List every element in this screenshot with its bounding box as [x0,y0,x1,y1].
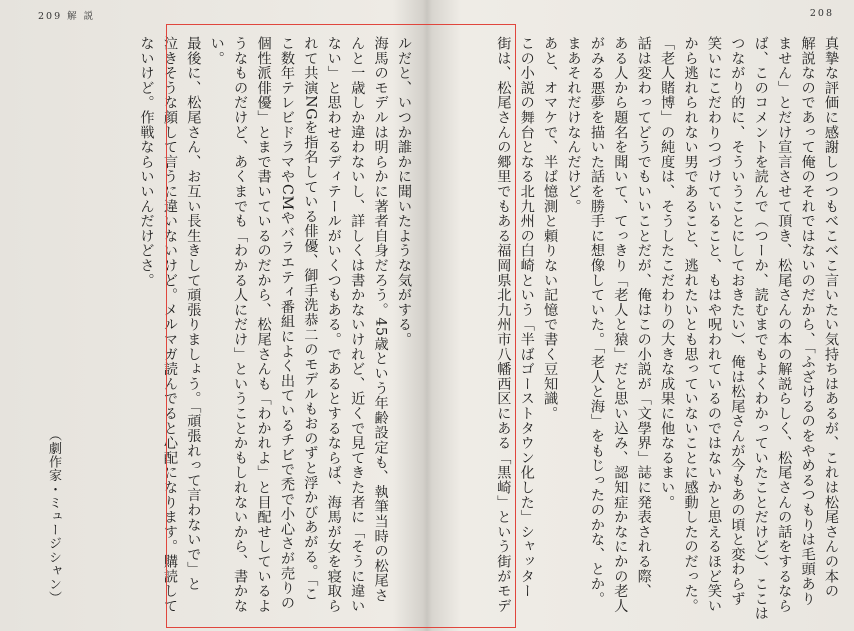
left-page-text [134,36,415,626]
text-line: ルだと、いつか誰かに聞いたような気がする。 [396,36,412,347]
left-page [0,0,425,631]
text-line: こ数年テレビドラマやCMやバラエティ番組によく出ているチビで禿で小心さが売りの [278,36,295,611]
text-line: ない」と思わせるディテールがいくつもある。であるとするならば、海馬が女を寝取ら [325,36,342,614]
right-page-text [491,36,842,626]
text-line: 街は、松尾さんの郷里でもある福岡県北九州市八幡西区にある「黒崎」という街がモデ [495,36,512,614]
author-signature: （劇作家・ミュージシャン） [46,428,61,605]
text-line: 話は変わってどうでもいいことだが、俺はこの小説が「文學界」誌に発表される際、 [635,36,652,599]
text-line: つながり的に、そういうことにしておきたい）、俺は松尾さんが今もあの頃と変わらず [729,36,746,607]
text-line: がみる悪夢を描いた話を勝手に想像していた。「老人と海」をもじったのかな、とか。 [588,36,605,607]
text-line: 解説なのであって俺のそれではないのだから、「ふざけるのをやめるつもりは毛頭あり [799,36,816,607]
text-line: 真摯な評価に感謝しつつもべこべこ言いたい気持ちはあるが、これは松尾さんの本の [823,36,839,599]
text-line: あと、オマケで、半ば憶測と頼りない記憶で書く豆知識。 [542,36,559,421]
text-line: ません」とだけ宣言させて頂き、松尾さんの本の解説らしく、松尾さんの話をするなら [776,36,793,614]
text-line: んと一歳しか違わないし、詳しくは書かないけれど、近くで見てきた者に「そうに違い [349,36,366,614]
right-page-header: 208 [809,8,834,19]
text-line: ないけど。作戦ならいいんだけどさ。 [138,36,155,288]
text-line: 個性派俳優」とまで書いているのだから、松尾さんも「わかれよ」と目配せしているよ [255,36,272,614]
text-line: から逃れられない男であること、逃れたいとも思っていないことに感動したのだった。 [682,36,699,614]
text-line: い。 [208,36,225,66]
text-line: うなものだけど、あくまでも「わかる人にだけ」ということかもしれないから、書かな [232,36,249,614]
text-line: 泣きそうな顔して言うに違いないけど。メルマガ読んでると心配になります。購読して [161,36,178,614]
text-line: この小説の舞台となる北九州の白崎という「半ばゴーストタウン化した」シャッター [518,36,535,599]
text-line: ある人から題名を聞いて、てっきり「老人と猿」だと思い込み、認知症かなにかの老人 [612,36,629,614]
text-line: まあそれだけなんだけど。 [565,36,582,214]
text-line: 海馬のモデルは明らかに著者自身だろう。45歳という年齢設定も、執筆当時の松尾さ [372,36,389,603]
left-page-header: 209 解 説 [38,11,96,22]
text-line: 「老人賭博」の純度は、そうしたこだわりの大きな成果に他なるまい。 [659,36,676,510]
right-page [430,0,854,631]
text-line: 笑いにこだわりつづけていること、もはや呪われているのではないかと思えるほど笑い [705,36,722,614]
text-line: れて共演NGを指名している俳優、御手洗恭二のモデルもおのずと浮かびあがる。「こ [302,36,319,602]
text-line: ば、このコメントを読んで（つーか、読むまでもよくわかっていたことだけど）、ここは [752,36,769,621]
text-line: 最後に、松尾さん、お互い長生きして頑張りましょう。「頑張れって言わないで」と [185,36,202,592]
